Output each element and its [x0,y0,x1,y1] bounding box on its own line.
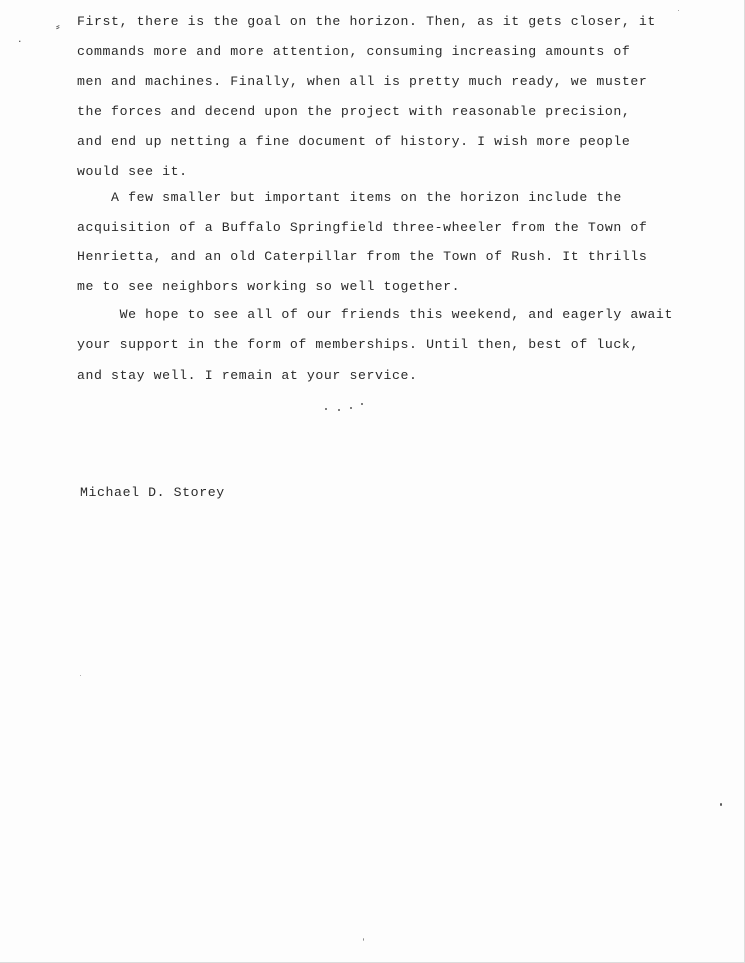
paper-speck [363,938,364,941]
signature-name: Michael D. Storey [80,485,225,500]
letter-line-8: acquisition of a Buffalo Springfield three-wheeler from the Town of [77,220,648,235]
letter-line-12: your support in the form of memberships. Until then, best of luck, [77,337,639,352]
letter-line-1: First, there is the goal on the horizon. Then, as it gets closer, it [77,14,656,29]
paper-speck [80,675,81,676]
letter-line-13: and stay well. I remain at your service. [77,368,418,383]
paper-speck [338,409,340,411]
letter-line-2: commands more and more attention, consuming increasing amounts of [77,44,631,59]
letter-line-6: would see it. [77,164,188,179]
letter-line-5: and end up netting a fine document of history. I wish more people [77,134,631,149]
paper-speck [720,803,722,806]
margin-mark: ⸗ [56,20,60,33]
letter-line-10: me to see neighbors working so well together. [77,279,461,294]
paper-speck [350,407,352,409]
letter-line-4: the forces and decend upon the project with reasonable precision, [77,104,631,119]
paper-speck [678,10,679,11]
letter-line-9: Henrietta, and an old Caterpillar from the Town of Rush. It thrills [77,249,648,264]
letter-line-7: A few smaller but important items on the horizon include the [77,190,622,205]
letter-line-11: We hope to see all of our friends this weekend, and eagerly await [77,307,673,322]
paper-speck [361,403,363,405]
letter-line-3: men and machines. Finally, when all is pretty much ready, we muster [77,74,648,89]
paper-speck [325,408,327,410]
margin-speck: · [18,35,22,48]
